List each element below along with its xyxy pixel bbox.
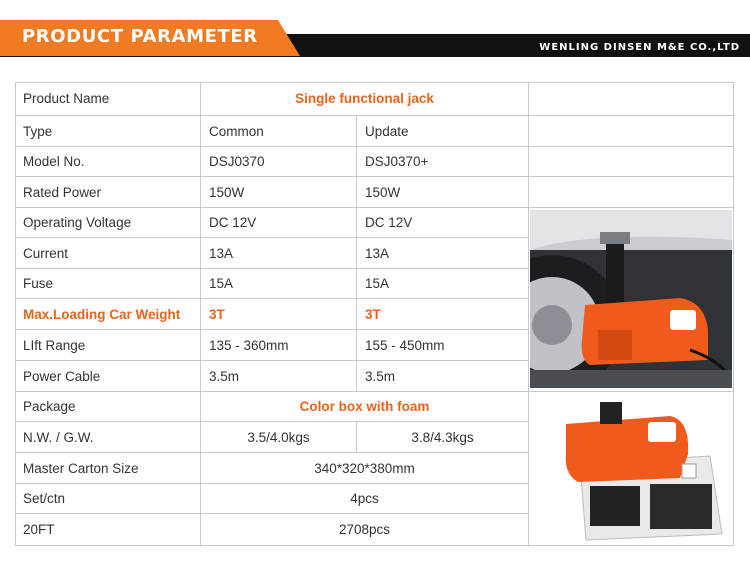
row-label-weight: N.W. / G.W. xyxy=(15,422,201,453)
row-label-20ft: 20FT xyxy=(15,514,201,546)
max-loading-common: 3T xyxy=(201,299,357,330)
parameter-table xyxy=(15,82,734,546)
empty-cell xyxy=(529,116,734,147)
voltage-update: DC 12V xyxy=(357,208,529,238)
voltage-common: DC 12V xyxy=(201,208,357,238)
page-title: PRODUCT PARAMETER xyxy=(22,26,258,47)
current-update: 13A xyxy=(357,238,529,269)
row-label-master-carton-size: Master Carton Size xyxy=(15,453,201,484)
power-cable-common: 3.5m xyxy=(201,361,357,392)
current-common: 13A xyxy=(201,238,357,269)
row-label-type: Type xyxy=(15,116,201,147)
row-label-set-ctn: Set/ctn xyxy=(15,484,201,514)
jack-under-car-illustration xyxy=(530,210,732,388)
empty-cell xyxy=(529,82,734,116)
power-cable-update: 3.5m xyxy=(357,361,529,392)
package-value: Color box with foam xyxy=(201,392,529,422)
row-label-product-name: Product Name xyxy=(15,82,201,116)
empty-cell xyxy=(529,147,734,177)
row-label-current: Current xyxy=(15,238,201,269)
row-label-rated-power: Rated Power xyxy=(15,177,201,208)
row-label-fuse: Fuse xyxy=(15,269,201,299)
lift-range-update: 155 - 450mm xyxy=(357,330,529,361)
20ft-value: 2708pcs xyxy=(201,514,529,546)
row-label-lift-range: LIft Range xyxy=(15,330,201,361)
rated-power-update: 150W xyxy=(357,177,529,208)
fuse-common: 15A xyxy=(201,269,357,299)
row-label-package: Package xyxy=(15,392,201,422)
row-label-power-cable: Power Cable xyxy=(15,361,201,392)
jack-under-car-photo xyxy=(530,210,732,388)
type-update: Update xyxy=(357,116,529,147)
lift-range-common: 135 - 360mm xyxy=(201,330,357,361)
rated-power-common: 150W xyxy=(201,177,357,208)
fuse-update: 15A xyxy=(357,269,529,299)
row-label-max-loading: Max.Loading Car Weight xyxy=(15,299,201,330)
header-band xyxy=(0,20,750,59)
type-common: Common xyxy=(201,116,357,147)
model-update: DSJ0370+ xyxy=(357,147,529,177)
empty-cell xyxy=(529,177,734,208)
company-name: WENLING DINSEN M&E CO.,LTD xyxy=(539,42,740,53)
master-carton-size-value: 340*320*380mm xyxy=(201,453,529,484)
photo-cell-bottom xyxy=(529,392,734,546)
jack-with-color-box-photo xyxy=(530,394,732,544)
photo-cell-top xyxy=(529,208,734,392)
max-loading-update: 3T xyxy=(357,299,529,330)
weight-common: 3.5/4.0kgs xyxy=(201,422,357,453)
weight-update: 3.8/4.3kgs xyxy=(357,422,529,453)
set-ctn-value: 4pcs xyxy=(201,484,529,514)
model-common: DSJ0370 xyxy=(201,147,357,177)
jack-with-box-illustration xyxy=(530,394,732,544)
row-label-model-no: Model No. xyxy=(15,147,201,177)
row-label-operating-voltage: Operating Voltage xyxy=(15,208,201,238)
product-name-value: Single functional jack xyxy=(201,82,529,116)
